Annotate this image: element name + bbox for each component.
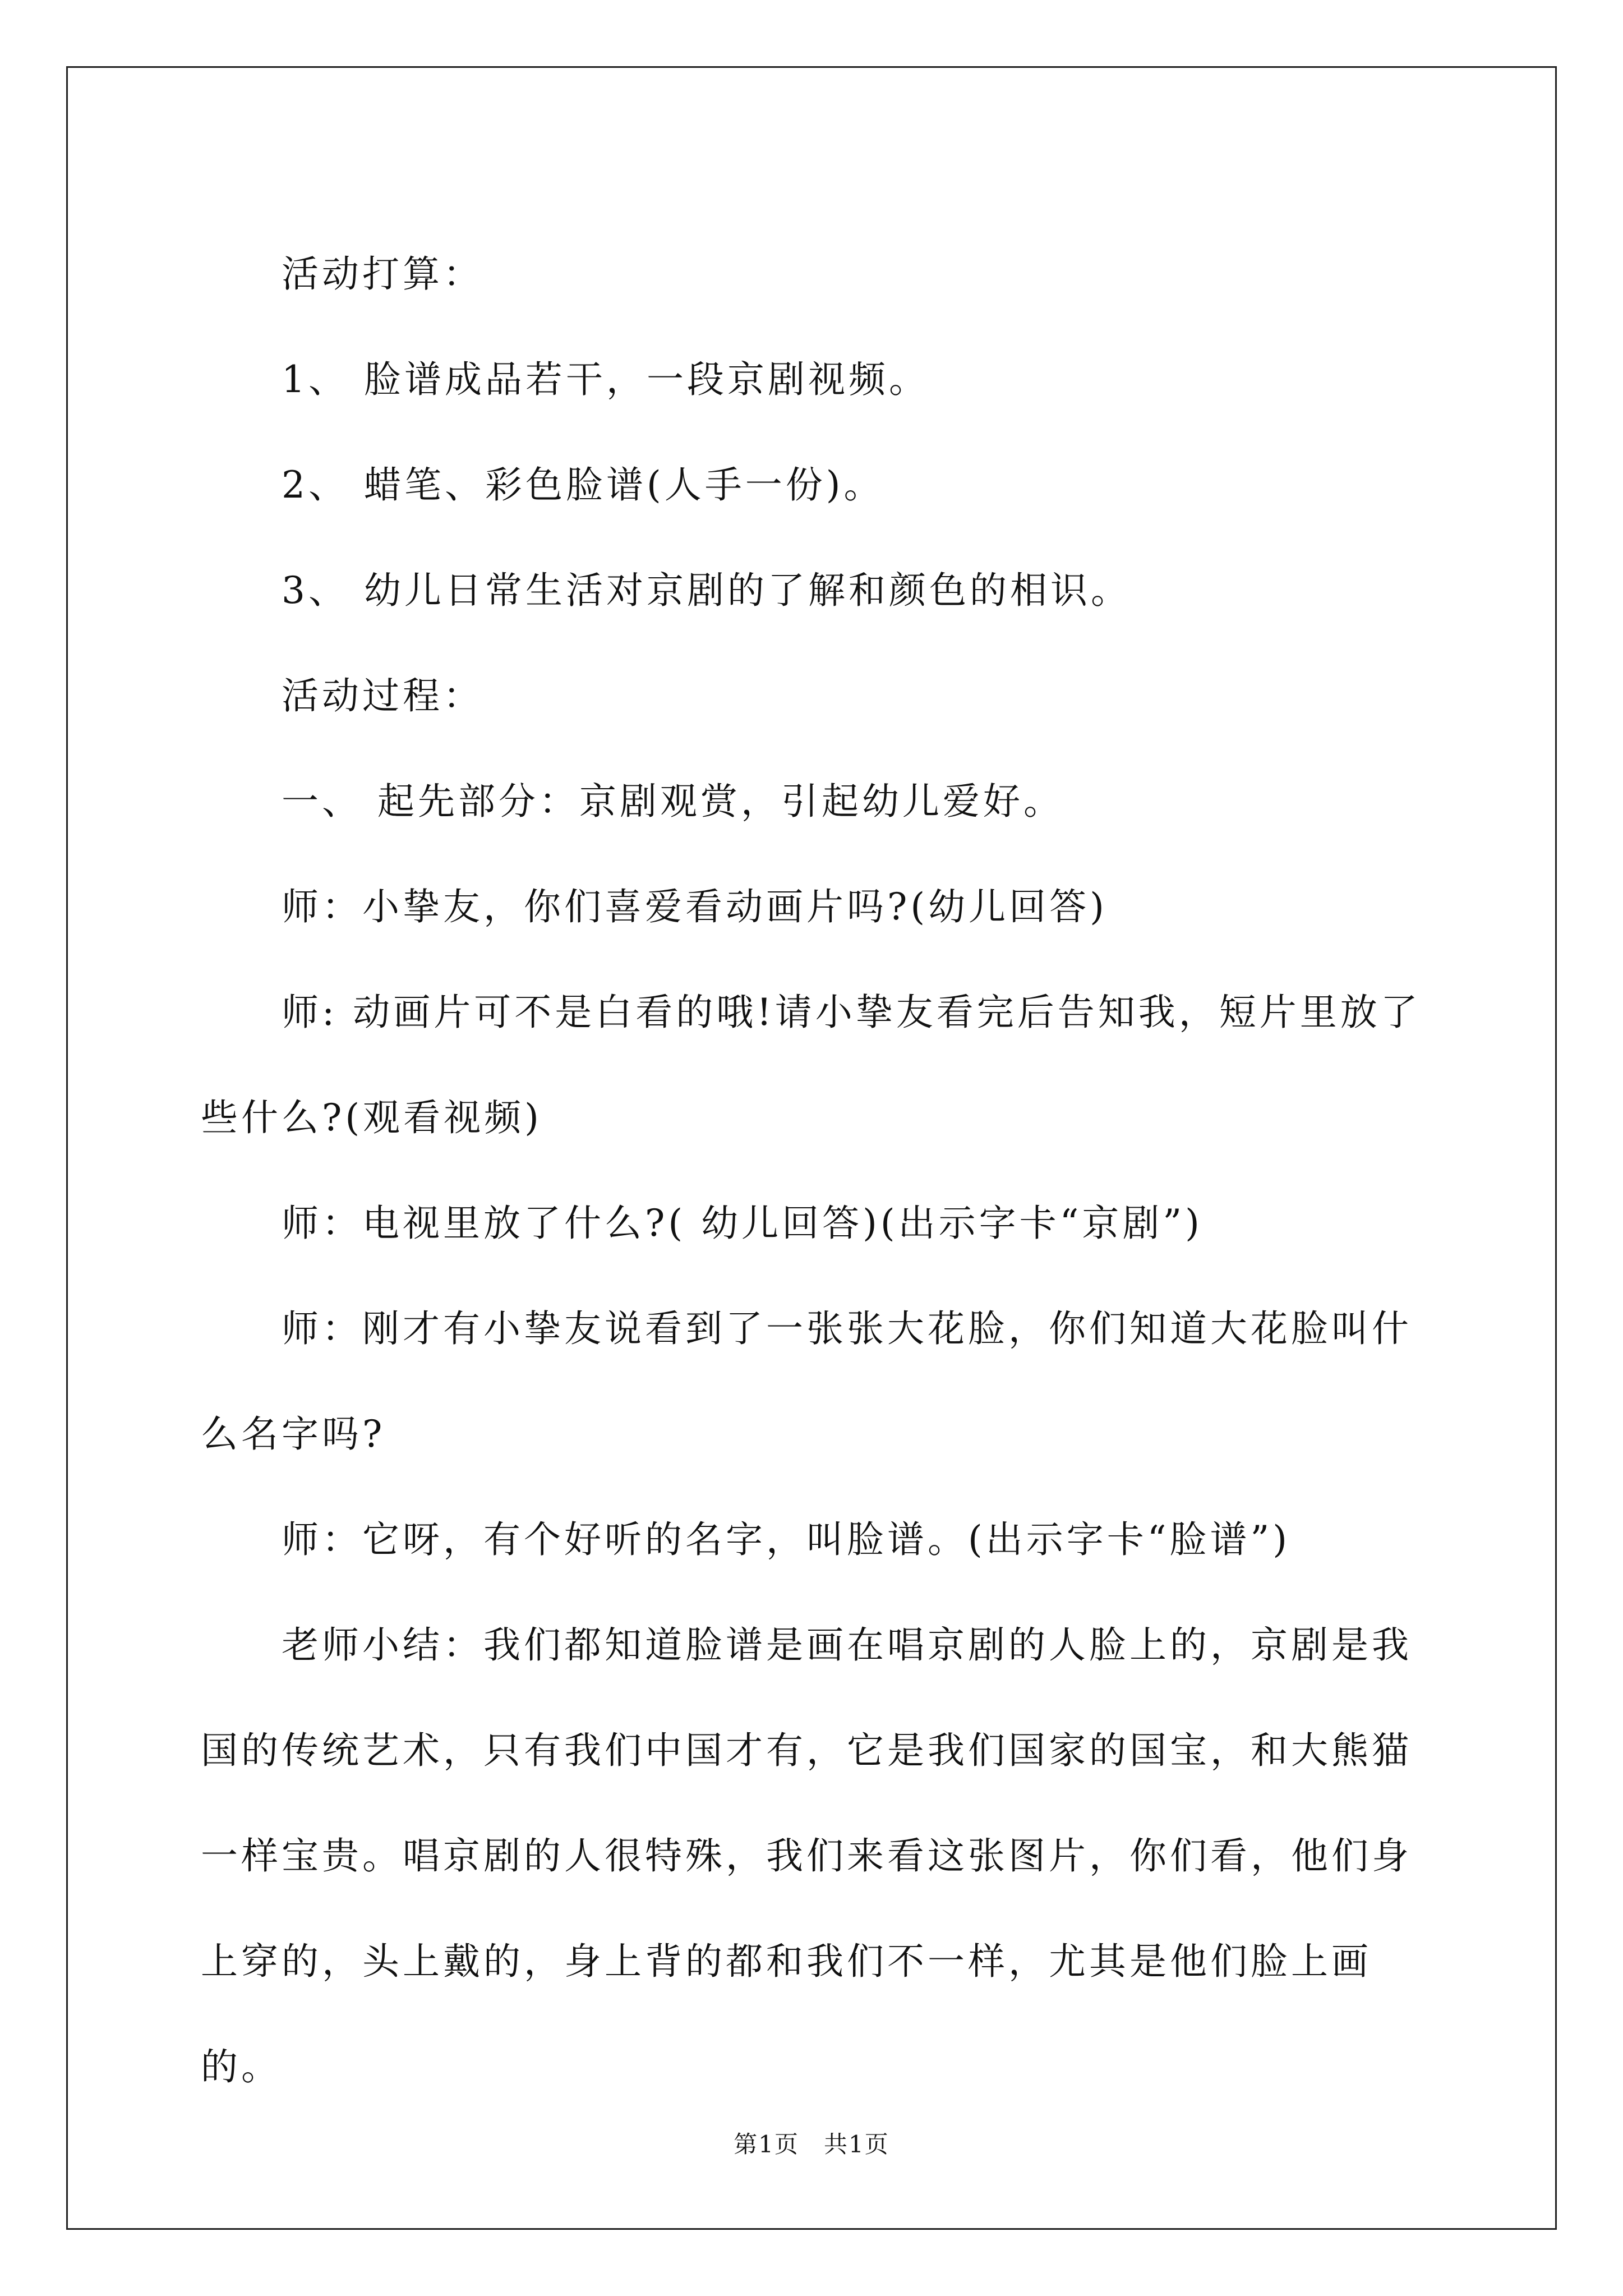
paragraph-process-heading: 活动过程： (282, 674, 483, 717)
paragraph-teacher-summary: 老师小结：我们都知道脸谱是画在唱京剧的人脸上的，京剧是我国的传统艺术，只有我们中国才有，它是我们国家的国宝，和大熊猫一样宝贵。唱京剧的人很特殊，我们来看这张图片，你们看，他们身上穿的，头上戴的，身上背的都和我们不一样，尤其是他们脸上画的。 (201, 1623, 1412, 2088)
paragraph-section-one: 一、 起先部分：京剧观赏，引起幼儿爱好。 (282, 780, 1064, 823)
paragraph-prep-item-1: 1、 脸谱成品若干，一段京剧视频。 (282, 358, 929, 401)
paragraph-prep-item-3: 3、 幼儿日常生活对京剧的了解和颜色的相识。 (282, 569, 1131, 612)
paragraph-dialogue-3: 师：电视里放了什么?( 幼儿回答)(出示字卡“京剧”) (282, 1202, 1203, 1245)
paragraph-dialogue-5: 师：它呀，有个好听的名字，叫脸谱。(出示字卡“脸谱”) (282, 1518, 1290, 1561)
paragraph-dialogue-1: 师：小挚友，你们喜爱看动画片吗?(幼儿回答) (282, 885, 1108, 928)
page-footer: 第1页 共1页 (734, 2131, 889, 2158)
paragraph-prep-item-2: 2、 蜡笔、彩色脸谱(人手一份)。 (282, 463, 884, 507)
document-body (201, 222, 1429, 2120)
paragraph-dialogue-4: 师：刚才有小挚友说看到了一张张大花脸，你们知道大花脸叫什么名字吗? (201, 1307, 1412, 1456)
paragraph-prep-heading: 活动打算： (282, 252, 483, 296)
paragraph-dialogue-2: 师: 动画片可不是白看的哦!请小挚友看完后告知我，短片里放了些什么?(观看视频) (201, 991, 1421, 1139)
